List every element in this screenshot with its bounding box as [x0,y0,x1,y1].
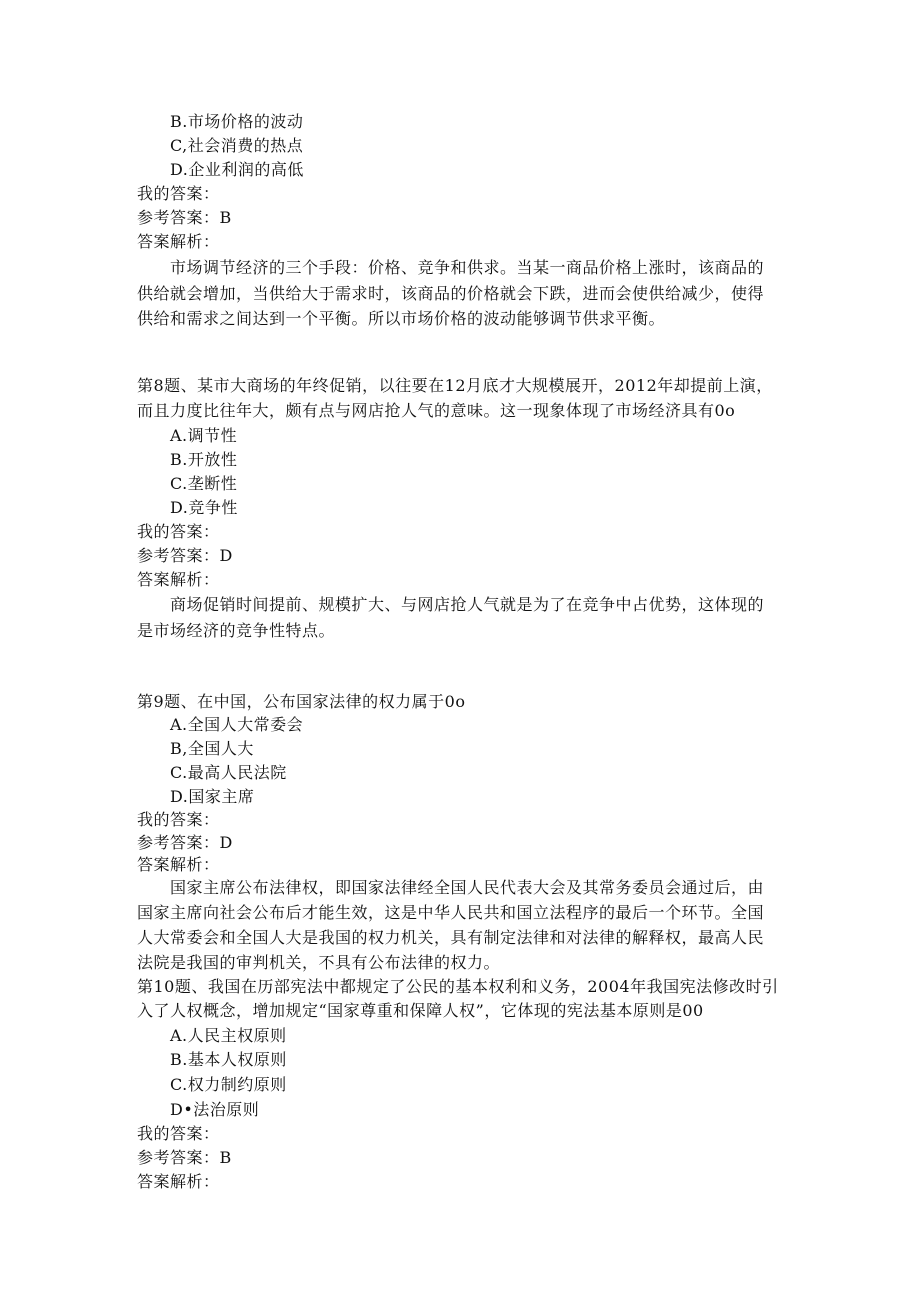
q7-analysis-line: 供给就会增加，当供给大于需求时，该商品的价格就会下跌，进而会使供给减少，使得 [137,284,765,303]
q7-my-answer: 我的答案： [137,184,220,203]
q9-analysis-line: 法院是我国的审判机关，不具有公布法律的权力。 [137,953,501,972]
q8-analysis-label: 答案解析： [137,570,220,589]
q9-question-line: 第9题、在中国，公布国家法律的权力属于0o [137,692,466,711]
q10-my-answer: 我的答案： [137,1124,220,1143]
q9-my-answer: 我的答案： [137,810,220,829]
q7-option-c: C,社会消费的热点 [170,136,304,155]
q8-analysis-line: 是市场经济的竞争性特点。 [137,621,336,640]
q10-question-line: 第10题、我国在历部宪法中都规定了公民的基本权利和义务，2004年我国宪法修改时引 [137,977,779,996]
q10-option-c: C.权力制约原则 [170,1075,287,1094]
q8-question-line: 第8题、某市大商场的年终促销，以往要在12月底才大规模展开，2012年却提前上演， [137,376,773,395]
q9-analysis-line: 人大常委会和全国人大是我国的权力机关，具有制定法律和对法律的解释权，最高人民 [137,928,765,947]
q8-option-a: A.调节性 [170,426,238,445]
q10-question-line: 入了人权概念，增加规定“国家尊重和保障人权”，它体现的宪法基本原则是00 [137,1001,704,1020]
q7-option-d: D.企业利润的高低 [170,160,304,179]
q10-option-b: B.基本人权原则 [170,1050,287,1069]
q7-option-b: B.市场价格的波动 [170,112,304,131]
q10-option-d: D•法治原则 [170,1100,260,1119]
q8-my-answer: 我的答案： [137,522,220,541]
q9-option-c: C.最高人民法院 [170,763,287,782]
q10-option-a: A.人民主权原则 [170,1026,287,1045]
q7-analysis-label: 答案解析： [137,232,220,251]
q9-analysis-line: 国家主席向社会公布后才能生效，这是中华人民共和国立法程序的最后一个环节。全国 [137,903,765,922]
q7-analysis-line: 供给和需求之间达到一个平衡。所以市场价格的波动能够调节供求平衡。 [137,309,666,328]
q7-analysis-line: 市场调节经济的三个手段：价格、竞争和供求。当某一商品价格上涨时，该商品的 [170,258,765,277]
q8-option-d: D.竞争性 [170,498,238,517]
q9-analysis-label: 答案解析： [137,855,220,874]
q10-reference-answer: 参考答案：B [137,1148,232,1167]
q8-analysis-line: 商场促销时间提前、规模扩大、与网店抢人气就是为了在竞争中占优势，这体现的 [170,595,765,614]
q8-reference-answer: 参考答案：D [137,546,233,565]
q9-analysis-line: 国家主席公布法律权，即国家法律经全国人民代表大会及其常务委员会通过后，由 [170,878,765,897]
q9-option-a: A.全国人大常委会 [170,715,304,734]
q7-reference-answer: 参考答案：B [137,208,232,227]
q9-reference-answer: 参考答案：D [137,833,233,852]
q10-analysis-label: 答案解析： [137,1172,220,1191]
q9-option-b: B,全国人大 [170,739,254,758]
q8-option-c: C.垄断性 [170,474,238,493]
q8-question-line: 而且力度比往年大，颇有点与网店抢人气的意味。这一现象体现了市场经济具有0o [137,401,736,420]
q9-option-d: D.国家主席 [170,787,255,806]
q8-option-b: B.开放性 [170,450,238,469]
